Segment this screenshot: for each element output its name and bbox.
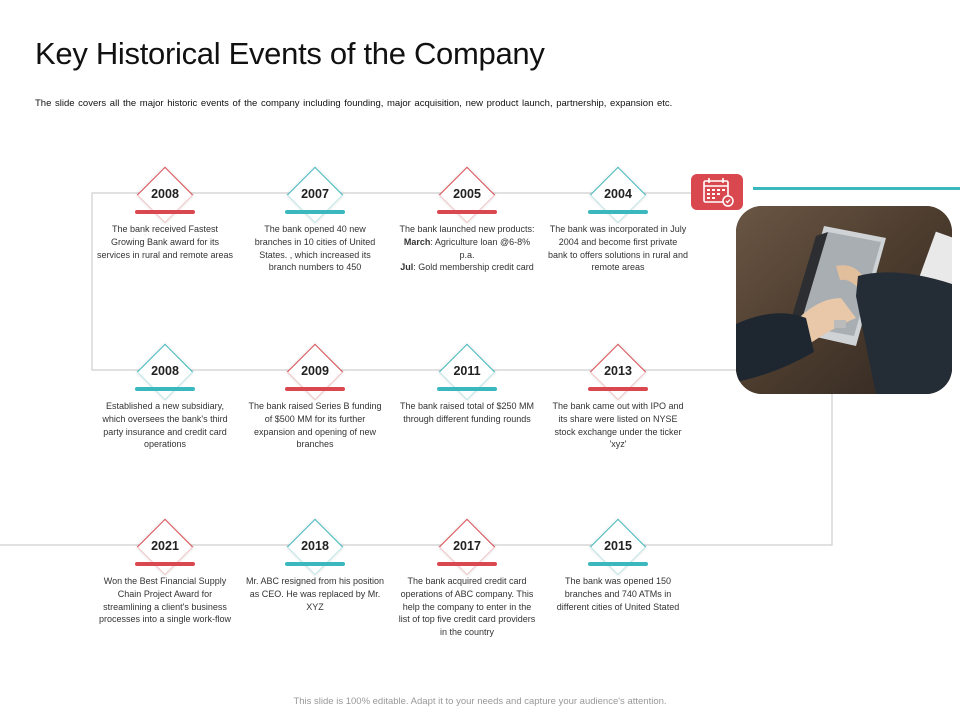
event-marker	[397, 360, 537, 400]
event-marker	[548, 183, 688, 223]
event-marker	[245, 183, 385, 223]
accent-bar	[588, 210, 648, 214]
event-marker	[95, 360, 235, 400]
event-year: 2008	[151, 364, 179, 378]
description-text: The bank launched new products:	[399, 224, 535, 234]
timeline-event	[245, 183, 385, 274]
event-description: The bank was incorporated in July 2004 and become first private bank to offers solutions in rural and remote areas	[548, 224, 688, 273]
accent-bar	[135, 210, 195, 214]
business-laptop-photo	[736, 206, 952, 394]
description-line	[397, 236, 537, 262]
timeline-event	[245, 535, 385, 613]
event-description: Mr. ABC resigned from his position as CEO. He was replaced by Mr. XYZ	[245, 576, 385, 612]
event-description: The bank raised Series B funding of $500 MM for its further expansion and opening of new branches	[248, 401, 382, 450]
description-label: Jul	[400, 262, 414, 273]
description-line	[397, 223, 537, 236]
event-year: 2009	[301, 364, 329, 378]
footer-note: This slide is 100% editable. Adapt it to your needs and capture your audience's attention.	[293, 696, 667, 707]
event-marker	[548, 535, 688, 575]
accent-bar	[285, 387, 345, 391]
timeline-event	[397, 360, 537, 426]
timeline-event	[397, 535, 537, 639]
accent-bar	[437, 562, 497, 566]
description-label: March	[403, 236, 431, 247]
event-description: Established a new subsidiary, which oversees the bank's third party insurance and credit card operations	[102, 401, 228, 450]
accent-bar	[135, 562, 195, 566]
event-year: 2021	[151, 539, 179, 553]
event-description	[397, 223, 537, 274]
event-description: The bank came out with IPO and its share were listed on NYSE stock exchange under the ticker 'xyz'	[552, 401, 684, 450]
event-marker	[397, 183, 537, 223]
event-year: 2013	[604, 364, 632, 378]
event-description: The bank was opened 150 branches and 740 ATMs in different cities of United Stated	[556, 576, 680, 612]
event-year: 2018	[301, 539, 329, 553]
event-marker	[95, 183, 235, 223]
event-year: 2015	[604, 539, 632, 553]
timeline-event	[95, 183, 235, 261]
event-year: 2017	[453, 539, 481, 553]
description-text: : Gold membership credit card	[413, 262, 534, 273]
timeline-event	[548, 360, 688, 451]
timeline-event	[548, 535, 688, 613]
event-year: 2008	[151, 187, 179, 201]
event-marker	[245, 360, 385, 400]
event-marker	[397, 535, 537, 575]
accent-bar	[135, 387, 195, 391]
event-year: 2007	[301, 187, 329, 201]
accent-bar	[588, 562, 648, 566]
accent-bar	[437, 210, 497, 214]
event-description: The bank acquired credit card operations of ABC company. This help the company to enter in the list of top five credit card providers in the country	[398, 576, 536, 638]
event-year: 2005	[453, 187, 481, 201]
accent-bar	[285, 562, 345, 566]
timeline-event	[95, 535, 235, 626]
calendar-icon	[691, 174, 743, 210]
timeline-event	[548, 183, 688, 274]
event-marker	[95, 535, 235, 575]
accent-bar	[437, 387, 497, 391]
event-year: 2011	[453, 364, 481, 378]
timeline-event	[245, 360, 385, 451]
page-subtitle: The slide covers all the major historic events of the company including founding, major acquisition, new product launch, partnership, expansion etc.	[35, 98, 673, 109]
teal-accent-line	[753, 187, 960, 190]
timeline-event	[95, 360, 235, 451]
event-marker	[548, 360, 688, 400]
event-year: 2004	[604, 187, 632, 201]
accent-bar	[588, 387, 648, 391]
event-description: The bank opened 40 new branches in 10 cities of United States. , which increased its branch numbers to 450	[254, 224, 376, 273]
timeline-event	[397, 183, 537, 274]
event-description: The bank raised total of $250 MM through different funding rounds	[399, 401, 535, 424]
event-marker	[245, 535, 385, 575]
page-title: Key Historical Events of the Company	[35, 36, 545, 71]
event-description: Won the Best Financial Supply Chain Project Award for streamlining a client's business processes into a single work-flow	[98, 576, 232, 625]
description-text: : Agriculture loan @6-8% p.a.	[430, 236, 531, 260]
accent-bar	[285, 210, 345, 214]
description-line	[397, 261, 537, 274]
event-description: The bank received Fastest Growing Bank award for its services in rural and remote areas	[96, 224, 234, 260]
